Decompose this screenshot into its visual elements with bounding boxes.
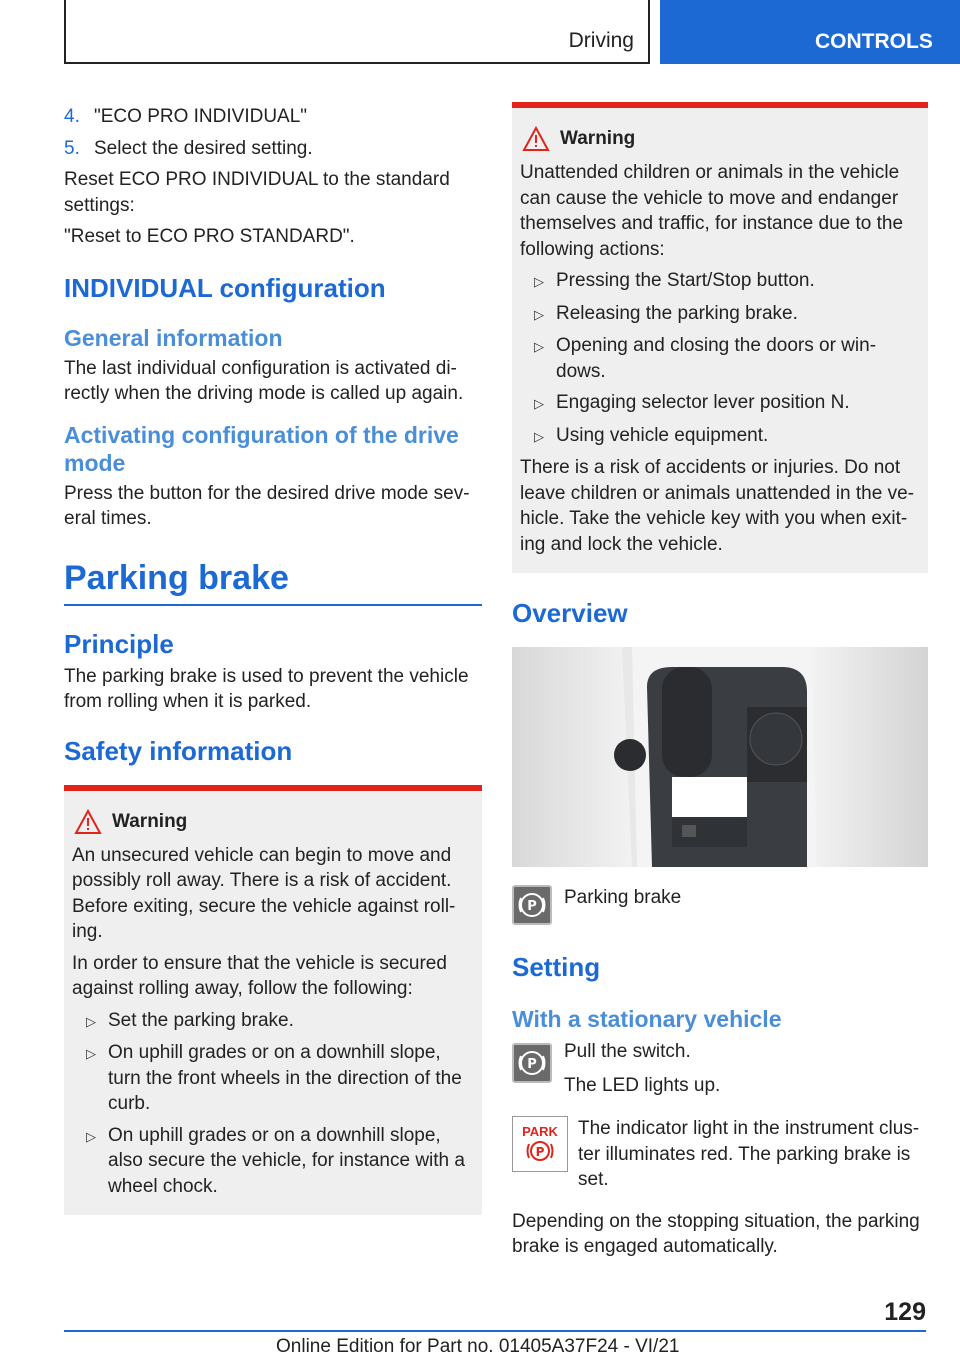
list-item-text: On uphill grades or on a downhill slope, turn the front wheels in the direction of the curb. — [108, 1042, 462, 1114]
reset-action: "Reset to ECO PRO STANDARD". — [64, 226, 355, 247]
footer-edition: Online Edition for Part no. 01405A37F24 - VI/21 — [276, 1336, 680, 1357]
list-item — [86, 1040, 474, 1117]
list-item-text: Using vehicle equipment. — [556, 424, 769, 446]
list-item — [534, 333, 920, 384]
step-item — [64, 136, 482, 162]
step-item — [64, 104, 482, 130]
header-section-label: Driving — [568, 29, 634, 52]
warning-text: In order to ensure that the vehicle is secured against rolling away, follow the following: — [72, 952, 447, 999]
page-number: 129 — [884, 1298, 926, 1326]
step-number: 5. — [64, 137, 80, 159]
bullet-triangle-icon: ▷ — [534, 428, 544, 444]
icon-caption: Parking brake — [564, 887, 682, 908]
bullet-triangle-icon: ▷ — [86, 1013, 96, 1029]
list-item-text: Pressing the Start/Stop button. — [556, 270, 815, 291]
general-heading: General information — [64, 324, 283, 351]
warning-header — [520, 126, 920, 152]
list-item — [534, 423, 920, 450]
header-chapter-label: CONTROLS — [815, 30, 933, 53]
park-label: PARK — [522, 1124, 558, 1139]
header-chapter-box — [660, 0, 960, 64]
left-column — [64, 100, 482, 1215]
warning-title: Warning — [560, 128, 636, 150]
stationary-heading: With a stationary vehicle — [512, 1006, 782, 1032]
list-item-text: On uphill grades or on a downhill slope, also secure the vehicle, for instance with a wheel chock. — [108, 1124, 465, 1197]
warning-text: An unsecured vehicle can begin to move and possibly roll away. There is a risk of accident. Before exiting, secure the vehicle against roll-ing. — [72, 844, 456, 942]
list-item — [534, 301, 920, 328]
header-section-box — [64, 0, 650, 64]
principle-text: The parking brake is used to prevent the vehicle from rolling when it is parked. — [64, 665, 469, 712]
svg-text:P: P — [535, 1145, 545, 1159]
list-item-text: Releasing the parking brake. — [556, 302, 798, 324]
list-item — [534, 268, 920, 295]
bullet-triangle-icon: ▷ — [534, 274, 544, 289]
depending-text: Depending on the stopping situation, the parking brake is engaged automatically. — [512, 1210, 920, 1257]
indicator-text: The indicator light in the instrument clus-ter illuminates red. The parking brake is set. — [578, 1118, 920, 1190]
bullet-triangle-icon: ▷ — [534, 339, 544, 354]
warning-triangle-icon — [72, 809, 112, 835]
warning-title: Warning — [112, 810, 188, 832]
list-item-text: Engaging selector lever position N. — [556, 392, 850, 413]
list-item — [534, 390, 920, 417]
center-console-photo — [512, 647, 928, 867]
list-item-text: Opening and closing the doors or win-dows. — [556, 335, 877, 382]
safety-heading: Safety information — [64, 735, 293, 766]
right-column — [512, 102, 928, 1260]
step-number: 4. — [64, 106, 80, 127]
activating-heading: Activating configuration of the drive mode — [64, 421, 459, 476]
general-text: The last individual configuration is activated di-rectly when the driving mode is called up again. — [64, 357, 464, 404]
warning-box-unattended — [512, 102, 928, 573]
bullet-triangle-icon: ▷ — [534, 396, 544, 411]
principle-heading: Principle — [64, 628, 174, 659]
warning-text: Unattended children or animals in the vehicle can cause the vehicle to move and endanger themselves and traffic, for instance due to the following actions: — [520, 162, 904, 260]
activating-text: Press the button for the desired drive mode sev-eral times. — [64, 482, 470, 529]
parking-brake-switch-icon — [512, 1043, 552, 1083]
warning-text: There is a risk of accidents or injuries. Do not leave children or animals unattended in the ve-hicle. Take the vehicle key with you when exit-ing and lock the vehicle. — [520, 457, 914, 555]
park-indicator-icon — [512, 1116, 568, 1172]
indicator-row — [512, 1116, 928, 1193]
setting-heading: Setting — [512, 952, 601, 982]
pull-switch-row — [512, 1039, 928, 1098]
step-text: Select the desired setting. — [94, 137, 313, 159]
parking-brake-heading: Parking brake — [64, 558, 482, 606]
list-item — [86, 1008, 474, 1035]
parking-brake-switch-icon — [512, 885, 552, 925]
led-text: The LED lights up. — [564, 1074, 721, 1096]
bullet-triangle-icon: ▷ — [86, 1128, 96, 1144]
individual-heading: INDIVIDUAL configuration — [64, 272, 386, 303]
svg-text:P: P — [527, 1057, 537, 1072]
footer-rule — [64, 1330, 926, 1332]
warning-box-unsecured — [64, 785, 482, 1216]
parking-brake-icon-row — [512, 885, 928, 925]
step-text: "ECO PRO INDIVIDUAL" — [94, 106, 308, 127]
pull-switch-text: Pull the switch. — [564, 1041, 691, 1062]
bullet-triangle-icon: ▷ — [534, 306, 544, 322]
list-item — [86, 1123, 474, 1200]
reset-text: Reset ECO PRO INDIVIDUAL to the standard settings: — [64, 169, 450, 216]
list-item-text: Set the parking brake. — [108, 1009, 294, 1031]
warning-triangle-icon — [520, 126, 560, 152]
svg-text:P: P — [527, 899, 537, 914]
overview-heading: Overview — [512, 598, 628, 628]
bullet-triangle-icon: ▷ — [86, 1046, 96, 1061]
warning-header — [72, 809, 474, 835]
